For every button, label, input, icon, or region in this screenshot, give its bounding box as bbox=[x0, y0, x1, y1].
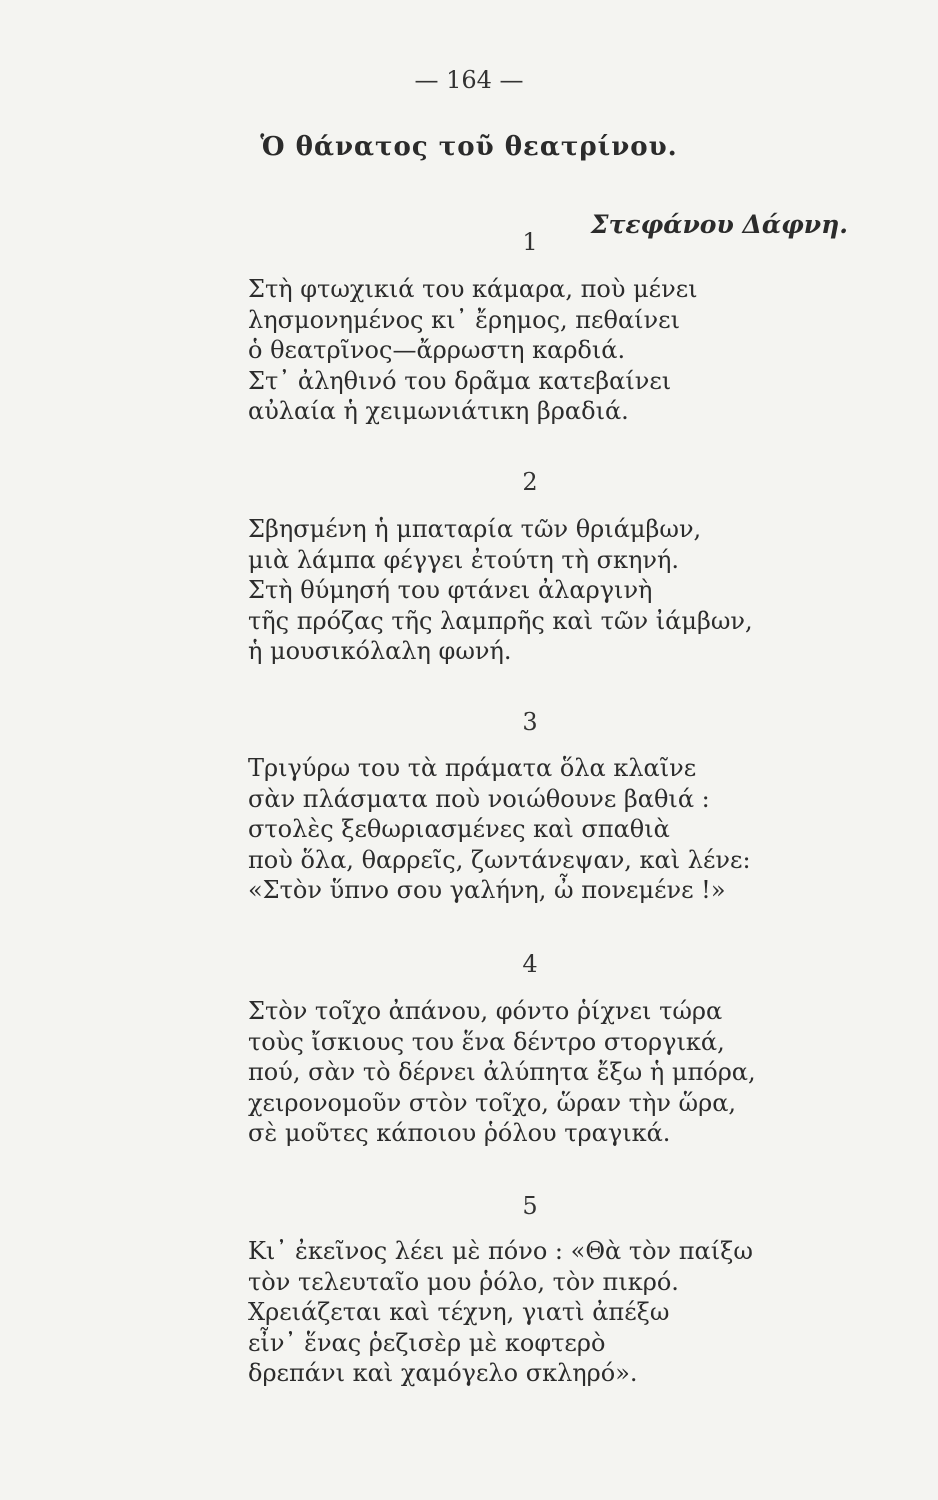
poem-author: Στεφάνου Δάφνη. bbox=[590, 210, 848, 239]
poem-line: αὐλαία ἡ χειμωνιάτικη βραδιά. bbox=[248, 397, 629, 425]
stanza-3 bbox=[248, 753, 868, 906]
poem-line: τῆς πρόζας τῆς λαμπρῆς καὶ τῶν ἰάμβων, bbox=[248, 606, 753, 635]
poem-line: «Στὸν ὕπνο σου γαλήνη, ὦ πονεμένε !» bbox=[248, 876, 726, 904]
poem-title: Ὁ θάνατος τοῦ θεατρίνου. bbox=[260, 132, 678, 162]
poem-line: μιὰ λάμπα φέγγει ἐτούτη τὴ σκηνή. bbox=[248, 545, 679, 574]
stanza-number: 1 bbox=[522, 228, 538, 256]
poem-line: λησμονημένος κι᾽ ἔρημος, πεθαίνει bbox=[248, 305, 680, 334]
poem-line: Τριγύρω του τὰ πράματα ὅλα κλαῖνε bbox=[248, 754, 697, 782]
stanza-2 bbox=[248, 514, 868, 667]
stanza-number: 4 bbox=[522, 950, 538, 978]
stanza-4 bbox=[248, 996, 868, 1149]
poem-line: τὸν τελευταῖο μου ῥόλο, τὸν πικρό. bbox=[248, 1267, 679, 1296]
poem-line: τοὺς ἴσκιους του ἕνα δέντρο στοργικά, bbox=[248, 1027, 725, 1056]
poem-line: πού, σὰν τὸ δέρνει ἀλύπητα ἔξω ἡ μπόρα, bbox=[248, 1058, 756, 1086]
poem-line: ποὺ ὅλα, θαρρεῖς, ζωντάνεψαν, καὶ λένε: bbox=[248, 845, 751, 874]
poem-line: Σβησμένη ἡ μπαταρία τῶν θριάμβων, bbox=[248, 515, 702, 543]
poem-line: χειρονομοῦν στὸν τοῖχο, ὥραν τὴν ὥρα, bbox=[248, 1088, 737, 1117]
poem-line: ἡ μουσικόλαλη φωνή. bbox=[248, 637, 512, 665]
page-number: — 164 — bbox=[414, 66, 524, 94]
stanza-1 bbox=[248, 274, 868, 427]
poem-line: Στ᾽ ἀληθινό του δρᾶμα κατεβαίνει bbox=[248, 366, 672, 395]
poem-line: Στὸν τοῖχο ἀπάνου, φόντο ῥίχνει τώρα bbox=[248, 997, 723, 1025]
poem-line: Στὴ θύμησή του φτάνει ἀλαργινὴ bbox=[248, 576, 653, 604]
poem-line: σὰν πλάσματα ποὺ νοιώθουνε βαθιά : bbox=[248, 784, 710, 813]
poem-line: στολὲς ξεθωριασμένες καὶ σπαθιὰ bbox=[248, 815, 670, 843]
poem-line: εἶν᾽ ἕνας ῥεζισὲρ μὲ κοφτερὸ bbox=[248, 1328, 606, 1357]
poem-line: σὲ μοῦτες κάποιου ῥόλου τραγικά. bbox=[248, 1119, 671, 1147]
stanza-number: 3 bbox=[522, 708, 538, 736]
poem-line: ὁ θεατρῖνος—ἄρρωστη καρδιά. bbox=[248, 336, 626, 364]
poem-line: Στὴ φτωχικιά του κάμαρα, ποὺ μένει bbox=[248, 275, 698, 303]
stanza-number: 5 bbox=[522, 1192, 538, 1220]
poem-line: δρεπάνι καὶ χαμόγελο σκληρό». bbox=[248, 1359, 638, 1387]
stanza-number: 2 bbox=[522, 468, 538, 496]
poem-line: Κι᾽ ἐκεῖνος λέει μὲ πόνο : «Θὰ τὸν παίξω bbox=[248, 1237, 753, 1265]
stanza-5 bbox=[248, 1236, 868, 1389]
poem-line: Χρειάζεται καὶ τέχνη, γιατὶ ἀπέξω bbox=[248, 1298, 670, 1326]
